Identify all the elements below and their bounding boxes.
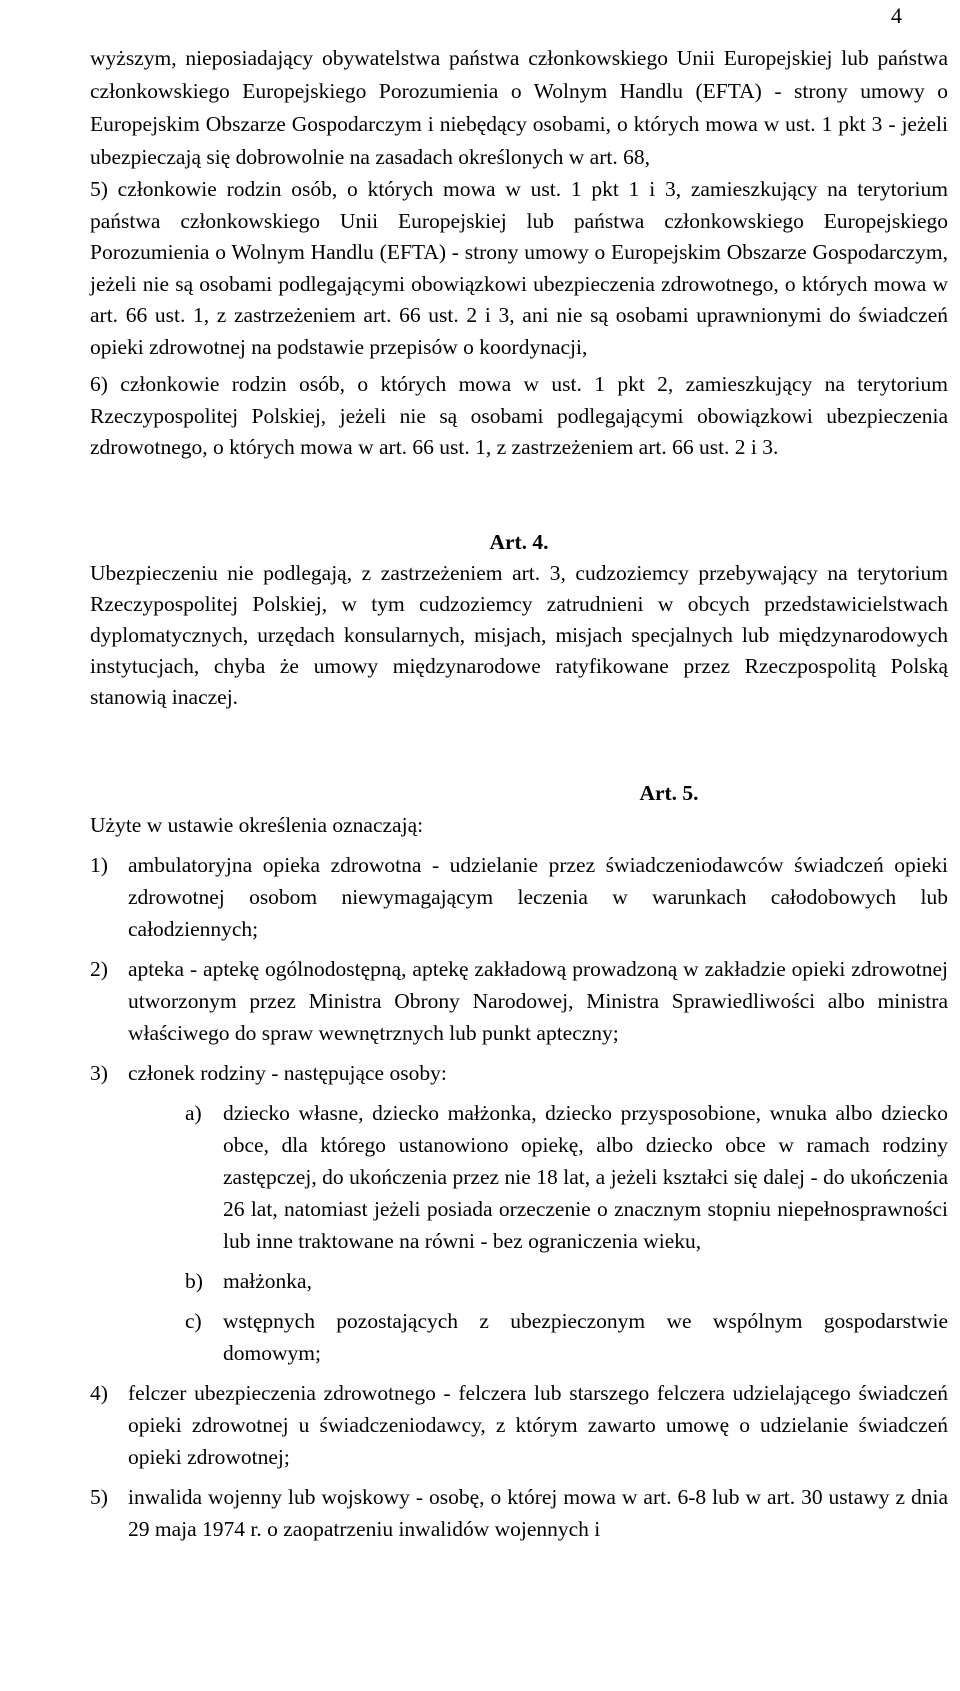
sub-item: [185, 1265, 948, 1297]
sub-item-text: wstępnych pozostających z ubezpieczonym we wspólnym gospodarstwie domowym;: [223, 1308, 948, 1365]
list-item-6: 6) członkowie rodzin osób, o których mowa w ust. 1 pkt 2, zamieszkujący na terytorium Rzeczypospolitej Polskiej, jeżeli nie są osobami podlegającymi obowiązkowi ubezpieczenia zdrowotnego, o których mowa w art. 66 ust. 1, z zastrzeżeniem art. 66 ust. 2 i 3.: [90, 372, 948, 459]
sub-item-text: dziecko własne, dziecko małżonka, dziecko przysposobione, wnuka albo dziecko obce, dla którego ustanowiono opiekę, albo dziecko obce w ramach rodziny zastępczej, do ukończenia przez nie 18 lat, a jeżeli kształci się dalej - do ukończenia 26 lat, natomiast jeżeli posiada orzeczenie o znacznym stopniu niepełnosprawności lub inne traktowane na równi - bez ograniczenia wieku,: [223, 1100, 948, 1253]
definition-item: [90, 1481, 948, 1545]
item-text: felczer ubezpieczenia zdrowotnego - felczera lub starszego felczera udzielającego świadczeń opieki zdrowotnej u świadczeniodawcy, z którym zawarto umowę o udzielanie świadczeń opieki zdrowotnej;: [128, 1380, 948, 1469]
sub-item: [185, 1097, 948, 1257]
article-4-heading: Art. 4.: [489, 529, 549, 554]
article-5-intro: Użyte w ustawie określenia oznaczają:: [90, 812, 424, 837]
article-5-heading: Art. 5.: [639, 780, 699, 805]
article-4-text: Ubezpieczeniu nie podlegają, z zastrzeżeniem art. 3, cudzoziemcy przebywający na terytorium Rzeczypospolitej Polskiej, w tym cudzoziemcy zatrudnieni w obcych przedstawicielstwach dyplomatycznych, urzędach konsularnych, misjach, misjach specjalnych lub międzynarodowych instytucjach, chyba że umowy międzynarodowe ratyfikowane przez Rzeczpospolitą Polską stanowią inaczej.: [90, 560, 948, 709]
item-number: 1): [90, 852, 108, 877]
item-number: 3): [90, 1060, 108, 1085]
definition-item: [90, 1377, 948, 1473]
sub-item-letter: b): [185, 1268, 203, 1293]
definition-item: [90, 1057, 948, 1089]
sub-item-letter: c): [185, 1308, 202, 1333]
item-text: apteka - aptekę ogólnodostępną, aptekę zakładową prowadzoną w zakładzie opieki zdrowotnej utworzonym przez Ministra Obrony Narodowej, Ministra Sprawiedliwości albo ministra właściwego do spraw wewnętrznych lub punkt apteczny;: [128, 956, 948, 1045]
paragraph-continuation: wyższym, nieposiadający obywatelstwa państwa członkowskiego Unii Europejskiej lub państwa członkowskiego Europejskiego Porozumienia o Wolnym Handlu (EFTA) - strony umowy o Europejskim Obszarze Gospodarczym i niebędący osobami, o których mowa w ust. 1 pkt 3 - jeżeli ubezpieczają się dobrowolnie na zasadach określonych w art. 68,: [90, 46, 948, 169]
document-body: [90, 42, 948, 1545]
item-number: 4): [90, 1380, 108, 1405]
item-text: członek rodziny - następujące osoby:: [128, 1060, 447, 1085]
item-number: 5): [90, 1484, 108, 1509]
item-text: ambulatoryjna opieka zdrowotna - udzielanie przez świadczeniodawców świadczeń opieki zdrowotnej osobom niewymagającym leczenia w warunkach całodobowych lub całodziennych;: [128, 852, 948, 941]
sub-item: [185, 1305, 948, 1369]
definition-item: [90, 953, 948, 1049]
item-text: inwalida wojenny lub wojskowy - osobę, o której mowa w art. 6-8 lub w art. 30 ustawy z dnia 29 maja 1974 r. o zaopatrzeniu inwalidów wojennych i: [128, 1484, 948, 1541]
page-number: 4: [891, 3, 902, 28]
list-item-5: 5) członkowie rodzin osób, o których mowa w ust. 1 pkt 1 i 3, zamieszkujący na terytorium państwa członkowskiego Unii Europejskiej lub państwa członkowskiego Europejskiego Porozumienia o Wolnym Handlu (EFTA) - strony umowy o Europejskim Obszarze Gospodarczym, jeżeli nie są osobami podlegającymi obowiązkowi ubezpieczenia zdrowotnego, o których mowa w art. 66 ust. 1, z zastrzeżeniem art. 66 ust. 2 i 3, ani nie są osobami uprawnionymi do świadczeń opieki zdrowotnej na podstawie przepisów o koordynacji,: [90, 177, 948, 359]
item-number: 2): [90, 956, 108, 981]
sub-item-letter: a): [185, 1100, 202, 1125]
definition-item: [90, 849, 948, 945]
sub-item-text: małżonka,: [223, 1268, 312, 1293]
